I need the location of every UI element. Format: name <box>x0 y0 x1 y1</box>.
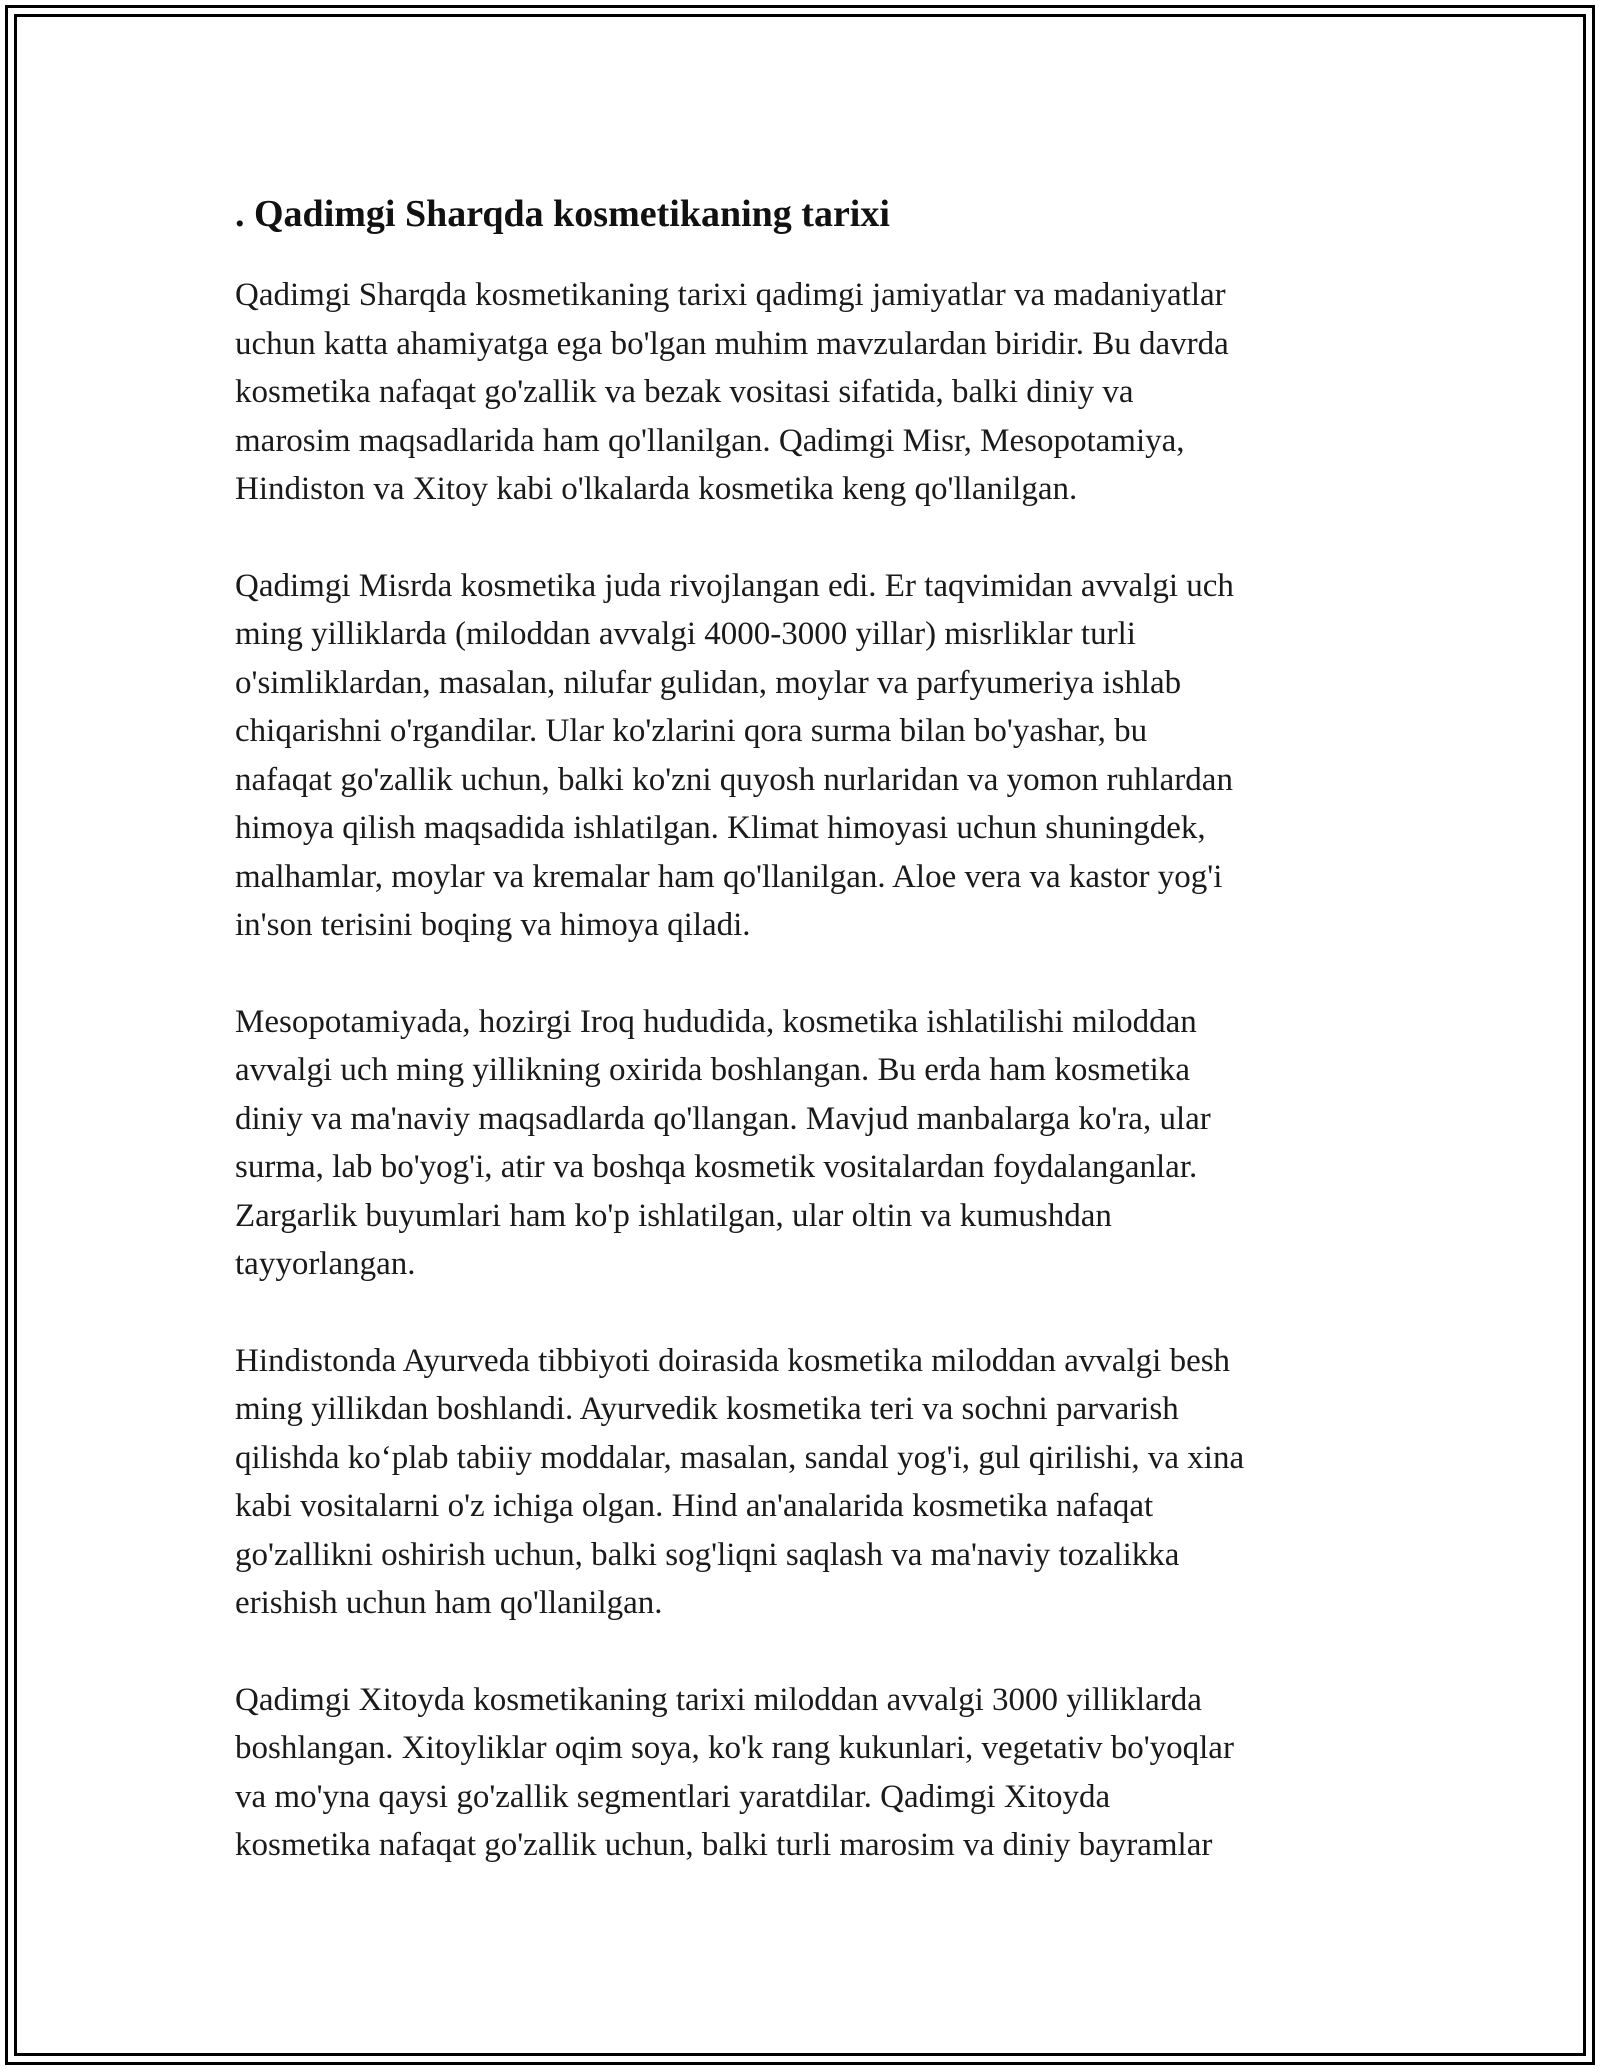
paragraph-line: tayyorlangan. <box>235 1246 416 1282</box>
paragraph-line: erishish uchun ham qo'llanilgan. <box>235 1585 663 1621</box>
paragraph-line: himoya qilish maqsadida ishlatilgan. Klimat himoyasi uchun shuningdek, <box>235 810 1206 846</box>
document-title: . Qadimgi Sharqda kosmetikaning tarixi <box>235 193 890 235</box>
paragraph-line: chiqarishni o'rgandilar. Ular ko'zlarini qora surma bilan bo'yashar, bu <box>235 713 1148 749</box>
paragraph-line: nafaqat go'zallik uchun, balki ko'zni quyosh nurlaridan va yomon ruhlardan <box>235 761 1233 798</box>
paragraph-line: Hindiston va Xitoy kabi o'lkalarda kosmetika keng qo'llanilgan. <box>235 471 1078 507</box>
paragraph-line: Zargarlik buyumlari ham ko'p ishlatilgan, ular oltin va kumushdan <box>235 1197 1112 1234</box>
paragraph-line: Qadimgi Xitoyda kosmetikaning tarixi miloddan avvalgi 3000 yilliklarda <box>235 1681 1202 1718</box>
paragraph-line: in'son terisini boqing va himoya qiladi. <box>235 907 751 943</box>
paragraph-line: go'zallikni oshirish uchun, balki sog'liqni saqlash va ma'naviy tozalikka <box>235 1536 1180 1573</box>
paragraph-line: kosmetika nafaqat go'zallik uchun, balki turli marosim va diniy bayramlar <box>235 1827 1213 1863</box>
paragraph <box>235 1676 1365 1870</box>
paragraph-line: kosmetika nafaqat go'zallik va bezak vositasi sifatida, balki diniy va <box>235 374 1134 410</box>
paragraph-line: boshlangan. Xitoyliklar oqim soya, ko'k rang kukunlari, vegetativ bo'yoqlar <box>235 1730 1234 1766</box>
paragraph-line: Qadimgi Sharqda kosmetikaning tarixi qadimgi jamiyatlar va madaniyatlar <box>235 277 1226 313</box>
paragraph-line: Hindistonda Ayurveda tibbiyoti doirasida kosmetika miloddan avvalgi besh <box>235 1342 1231 1379</box>
paragraph-line: marosim maqsadlarida ham qo'llanilgan. Qadimgi Misr, Mesopotamiya, <box>235 422 1185 459</box>
paragraph-line: ming yilliklarda (miloddan avvalgi 4000-3000 yillar) misrliklar turli <box>235 616 1136 652</box>
paragraph-line: uchun katta ahamiyatga ega bo'lgan muhim mavzulardan biridir. Bu davrda <box>235 325 1229 362</box>
paragraph-line: o'simliklardan, masalan, nilufar gulidan, moylar va parfyumeriya ishlab <box>235 664 1182 701</box>
paragraph-line: Qadimgi Misrda kosmetika juda rivojlangan edi. Er taqvimidan avvalgi uch <box>235 567 1234 604</box>
paragraph-line: va mo'yna qaysi go'zallik segmentlari yaratdilar. Qadimgi Xitoyda <box>235 1778 1111 1815</box>
paragraph <box>235 271 1365 514</box>
paragraph <box>235 1337 1365 1628</box>
paragraph-line: Mesopotamiyada, hozirgi Iroq hududida, kosmetika ishlatilishi miloddan <box>235 1003 1197 1040</box>
paragraph-line: surma, lab bo'yog'i, atir va boshqa kosmetik vositalardan foydalanganlar. <box>235 1149 1198 1185</box>
paragraph-line: ming yillikdan boshlandi. Ayurvedik kosmetika teri va sochni parvarish <box>235 1391 1179 1427</box>
paragraph-line: qilishda ko‘plab tabiiy moddalar, masalan, sandal yog'i, gul qirilishi, va xina <box>235 1439 1245 1476</box>
document-body <box>235 185 1365 1918</box>
paragraph <box>235 562 1365 950</box>
paragraph-line: avvalgi uch ming yillikning oxirida boshlangan. Bu erda ham kosmetika <box>235 1052 1190 1088</box>
paragraph <box>235 998 1365 1289</box>
paragraph-list <box>235 271 1365 1870</box>
paragraph-line: diniy va ma'naviy maqsadlarda qo'llangan. Mavjud manbalarga ko'ra, ular <box>235 1100 1211 1137</box>
paragraph-line: malhamlar, moylar va kremalar ham qo'llanilgan. Aloe vera va kastor yog'i <box>235 858 1223 895</box>
paragraph-line: kabi vositalarni o'z ichiga olgan. Hind an'analarida kosmetika nafaqat <box>235 1488 1154 1524</box>
